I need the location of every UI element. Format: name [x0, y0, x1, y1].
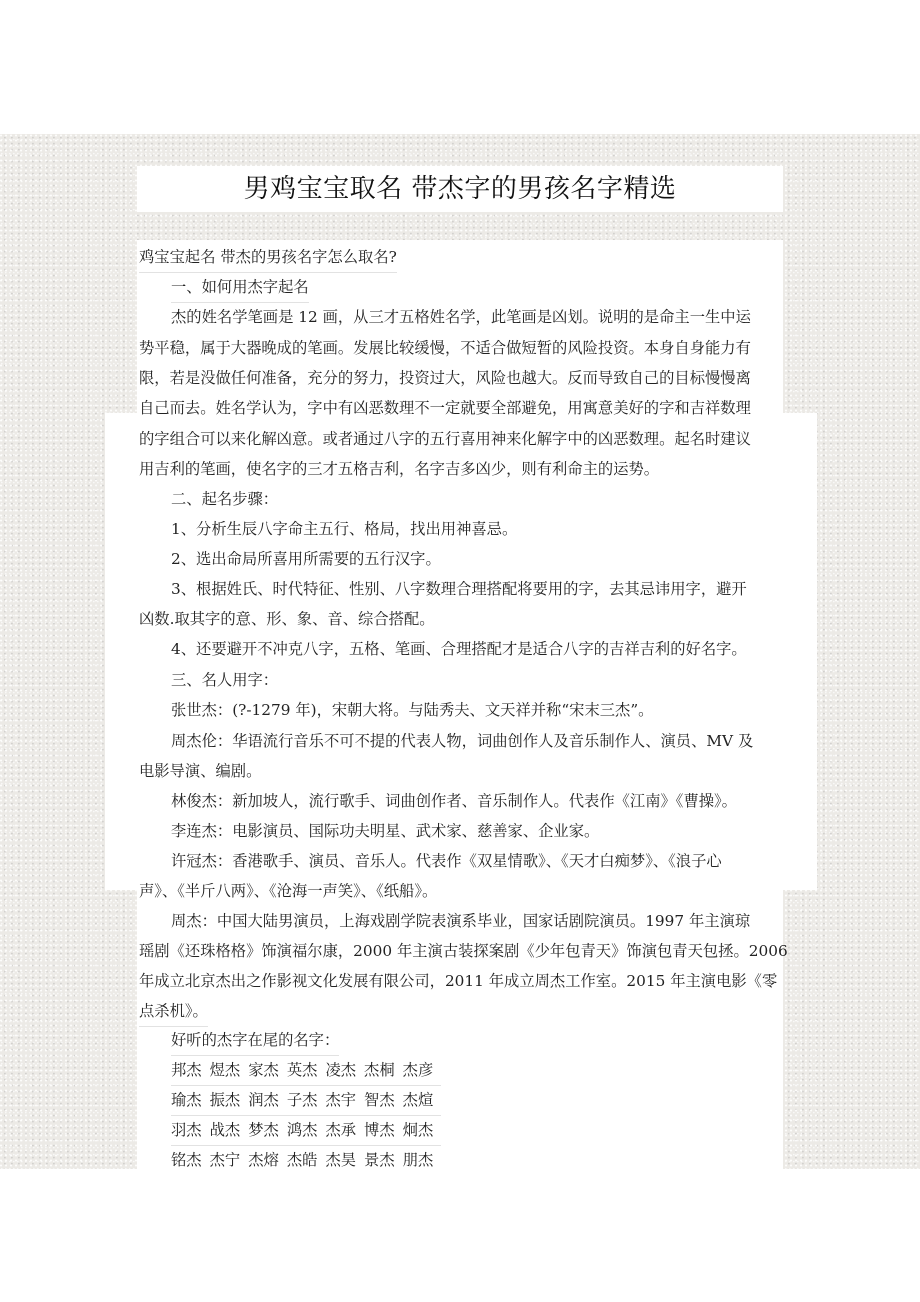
- name-item: 英杰: [286, 1061, 318, 1079]
- celebrity-entry: 周杰：中国大陆男演员，上海戏剧学院表演系毕业，国家话剧院演员。1997 年主演琼: [171, 912, 751, 930]
- names-row: [171, 1055, 441, 1086]
- paragraph-line: 势平稳，属于大器晚成的笔画。发展比较缓慢，不适合做短暂的风险投资。本身自身能力有: [139, 339, 751, 357]
- names-row: [171, 1085, 441, 1116]
- celebrity-entry-continued: 瑶剧《还珠格格》饰演福尔康，2000 年主演古装探案剧《少年包青天》饰演包青天包拯。2006: [139, 942, 788, 960]
- section3-heading: 三、名人用字：: [171, 671, 279, 689]
- name-item: 润杰: [248, 1091, 279, 1109]
- step-item-continued: 凶数.取其字的意、形、象、音、综合搭配。: [139, 610, 435, 628]
- names-heading: 好听的杰字在尾的名字：: [171, 1025, 339, 1056]
- paragraph-line: 的字组合可以来化解凶意。或者通过八字的五行喜用神来化解字中的凶恶数理。起名时建议: [139, 430, 751, 448]
- name-item: 羽杰: [171, 1121, 202, 1139]
- name-item: 煜杰: [209, 1061, 241, 1079]
- name-item: 家杰: [248, 1061, 279, 1079]
- names-row: [171, 1145, 441, 1175]
- paragraph-line: 杰的姓名学笔画是 12 画，从三才五格姓名学，此笔画是凶划。说明的是命主一生中运: [171, 308, 751, 326]
- article-title: 男鸡宝宝取名 带杰字的男孩名字精选: [137, 166, 783, 212]
- name-item: 振杰: [209, 1091, 241, 1109]
- name-item: 铭杰: [171, 1151, 202, 1169]
- name-item: 子杰: [286, 1091, 318, 1109]
- name-item: 梦杰: [248, 1121, 279, 1139]
- celebrity-entry-continued: 电影导演、编剧。: [139, 762, 262, 780]
- step-item: 4、还要避开不冲克八字，五格、笔画、合理搭配才是适合八字的吉祥吉利的好名字。: [171, 640, 747, 658]
- name-item: 智杰: [364, 1091, 395, 1109]
- celebrity-entry: 李连杰：电影演员、国际功夫明星、武术家、慈善家、企业家。: [171, 822, 600, 840]
- step-item: 2、选出命局所喜用所需要的五行汉字。: [171, 550, 441, 568]
- name-item: 邦杰: [171, 1061, 202, 1079]
- paragraph-line: 自己而去。姓名学认为，字中有凶恶数理不一定就要全部避免，用寓意美好的字和吉祥数理: [139, 399, 751, 417]
- paragraph-line: 用吉利的笔画，使名字的三才五格吉利，名字吉多凶少，则有利命主的运势。: [139, 460, 660, 478]
- name-item: 战杰: [209, 1121, 241, 1139]
- names-row: [171, 1115, 441, 1146]
- section2-heading: 二、起名步骤：: [171, 490, 279, 508]
- name-item: 杰桐: [364, 1061, 395, 1079]
- name-item: 杰宇: [325, 1091, 357, 1109]
- celebrity-entry-continued: 点杀机》。: [139, 996, 208, 1027]
- name-item: 杰宁: [209, 1151, 241, 1169]
- celebrity-entry: 周杰伦：华语流行音乐不可不提的代表人物，词曲创作人及音乐制作人、演员、MV 及: [171, 732, 754, 750]
- section1-heading: 一、如何用杰字起名: [171, 272, 309, 303]
- name-item: 景杰: [364, 1151, 395, 1169]
- name-item: 鸿杰: [286, 1121, 318, 1139]
- celebrity-entry: 许冠杰：香港歌手、演员、音乐人。代表作《双星情歌》、《天才白痴梦》、《浪子心: [171, 852, 722, 870]
- name-item: 杰彦: [402, 1061, 434, 1079]
- paragraph-line: 限，若是没做任何准备，充分的努力，投资过大，风险也越大。反而导致自己的目标慢慢离: [139, 369, 751, 387]
- celebrity-entry-continued: 声》、《半斤八两》、《沧海一声笑》、《纸船》。: [139, 882, 438, 900]
- article-subtitle: 鸡宝宝起名 带杰的男孩名字怎么取名?: [139, 242, 397, 273]
- name-item: 杰皓: [286, 1151, 318, 1169]
- step-item: 3、根据姓氏、时代特征、性别、八字数理合理搭配将要用的字，去其忌讳用字，避开: [171, 580, 747, 598]
- name-item: 朋杰: [402, 1151, 434, 1169]
- name-item: 杰煊: [402, 1091, 434, 1109]
- name-item: 凌杰: [325, 1061, 357, 1079]
- name-item: 炯杰: [402, 1121, 434, 1139]
- name-item: 杰熔: [248, 1151, 279, 1169]
- celebrity-entry-continued: 年成立北京杰出之作影视文化发展有限公司，2011 年成立周杰工作室。2015 年主演电影《零: [139, 972, 778, 990]
- celebrity-entry: 林俊杰：新加坡人，流行歌手、词曲创作者、音乐制作人。代表作《江南》《曹操》。: [171, 792, 737, 810]
- name-item: 杰昊: [325, 1151, 357, 1169]
- step-item: 1、分析生辰八字命主五行、格局，找出用神喜忌。: [171, 520, 518, 538]
- name-item: 博杰: [364, 1121, 395, 1139]
- name-item: 瑜杰: [171, 1091, 202, 1109]
- celebrity-entry: 张世杰：(?-1279 年)，宋朝大将。与陆秀夫、文天祥并称“宋末三杰”。: [171, 701, 654, 719]
- name-item: 杰承: [325, 1121, 357, 1139]
